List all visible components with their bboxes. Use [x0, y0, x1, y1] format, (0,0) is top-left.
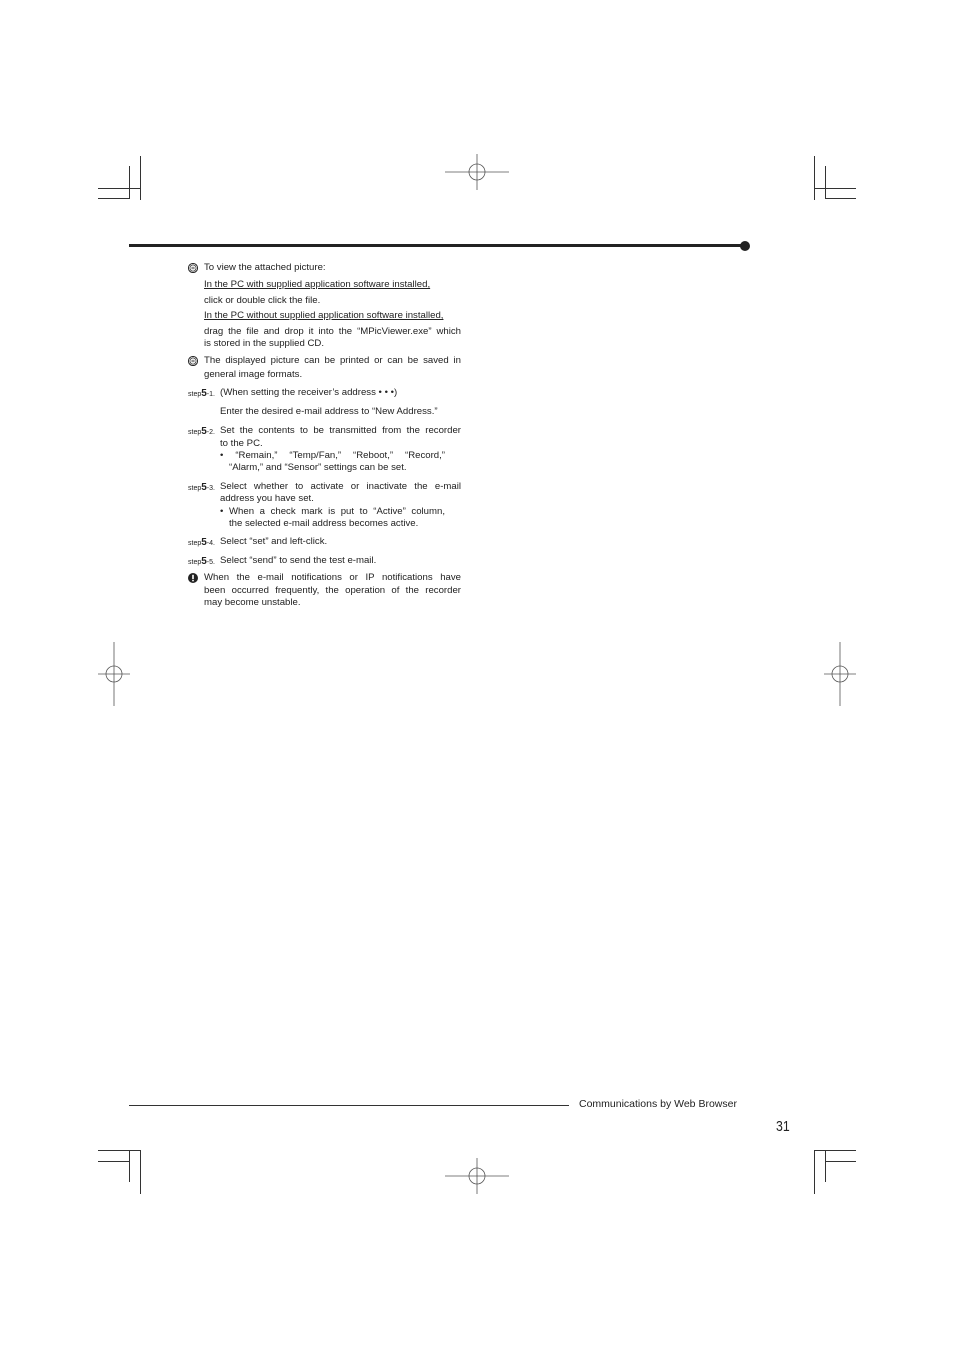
note-with-software-heading: In the PC with supplied application software installed,: [204, 279, 431, 290]
note-icon: [188, 356, 198, 366]
step-5-3-bullet-line1: • When a check mark is put to “Active” column,: [220, 506, 445, 517]
step-5-2-line2: to the PC.: [220, 438, 263, 449]
step-5-4-line1: Select “set” and left-click.: [220, 536, 328, 547]
header-rule-dot: [740, 241, 750, 251]
step-5-1-label: step5-1.: [188, 388, 215, 399]
step-5-3-label: step5-3.: [188, 482, 215, 493]
note-view-picture-intro: To view the attached picture:: [204, 262, 326, 273]
page-number: 31: [776, 1118, 790, 1135]
step-5-3-bullet-line2: the selected e-mail address becomes active.: [229, 518, 419, 529]
registration-mark-right: [824, 642, 888, 706]
step-5-2-line1: Set the contents to be transmitted from the recorder: [220, 425, 461, 436]
note-print-save-line1: The displayed picture can be printed or can be saved in: [204, 355, 461, 366]
note-without-software-heading: In the PC without supplied application software installed,: [204, 310, 444, 321]
footer-rule: [129, 1105, 569, 1106]
step-5-1-line2: Enter the desired e-mail address to “New Address.”: [220, 406, 438, 417]
registration-mark-top: [445, 140, 509, 204]
step-5-3-line2: address you have set.: [220, 493, 314, 504]
note-without-software-action-line1: drag the file and drop it into the “MPicViewer.exe” which: [204, 326, 461, 337]
note-without-software-action-line2: is stored in the supplied CD.: [204, 338, 324, 349]
registration-mark-bottom: [445, 1144, 509, 1208]
step-5-2-bullet-line2: “Alarm,” and “Sensor” settings can be set.: [229, 462, 407, 473]
caution-line2: been occurred frequently, the operation of the recorder: [204, 585, 461, 596]
note-icon: [188, 263, 198, 273]
exclamation-icon: [188, 573, 198, 583]
step-5-1-line1: (When setting the receiver’s address • • •): [220, 387, 398, 398]
caution-line3: may become unstable.: [204, 597, 301, 608]
footer-section-title: Communications by Web Browser: [579, 1098, 737, 1110]
header-rule: [129, 244, 741, 247]
caution-line1: When the e-mail notifications or IP notifications have: [204, 572, 461, 583]
note-with-software-action: click or double click the file.: [204, 295, 321, 306]
registration-mark-left: [98, 642, 162, 706]
note-print-save-line2: general image formats.: [204, 369, 303, 380]
step-5-5-line1: Select “send” to send the test e-mail.: [220, 555, 377, 566]
step-5-4-label: step5-4.: [188, 537, 215, 548]
step-5-3-line1: Select whether to activate or inactivate the e-mail: [220, 481, 461, 492]
step-5-2-bullet-line1: • “Remain,” “Temp/Fan,” “Reboot,” “Record,”: [220, 450, 445, 461]
step-5-2-label: step5-2.: [188, 426, 215, 437]
step-5-5-label: step5-5.: [188, 556, 215, 567]
